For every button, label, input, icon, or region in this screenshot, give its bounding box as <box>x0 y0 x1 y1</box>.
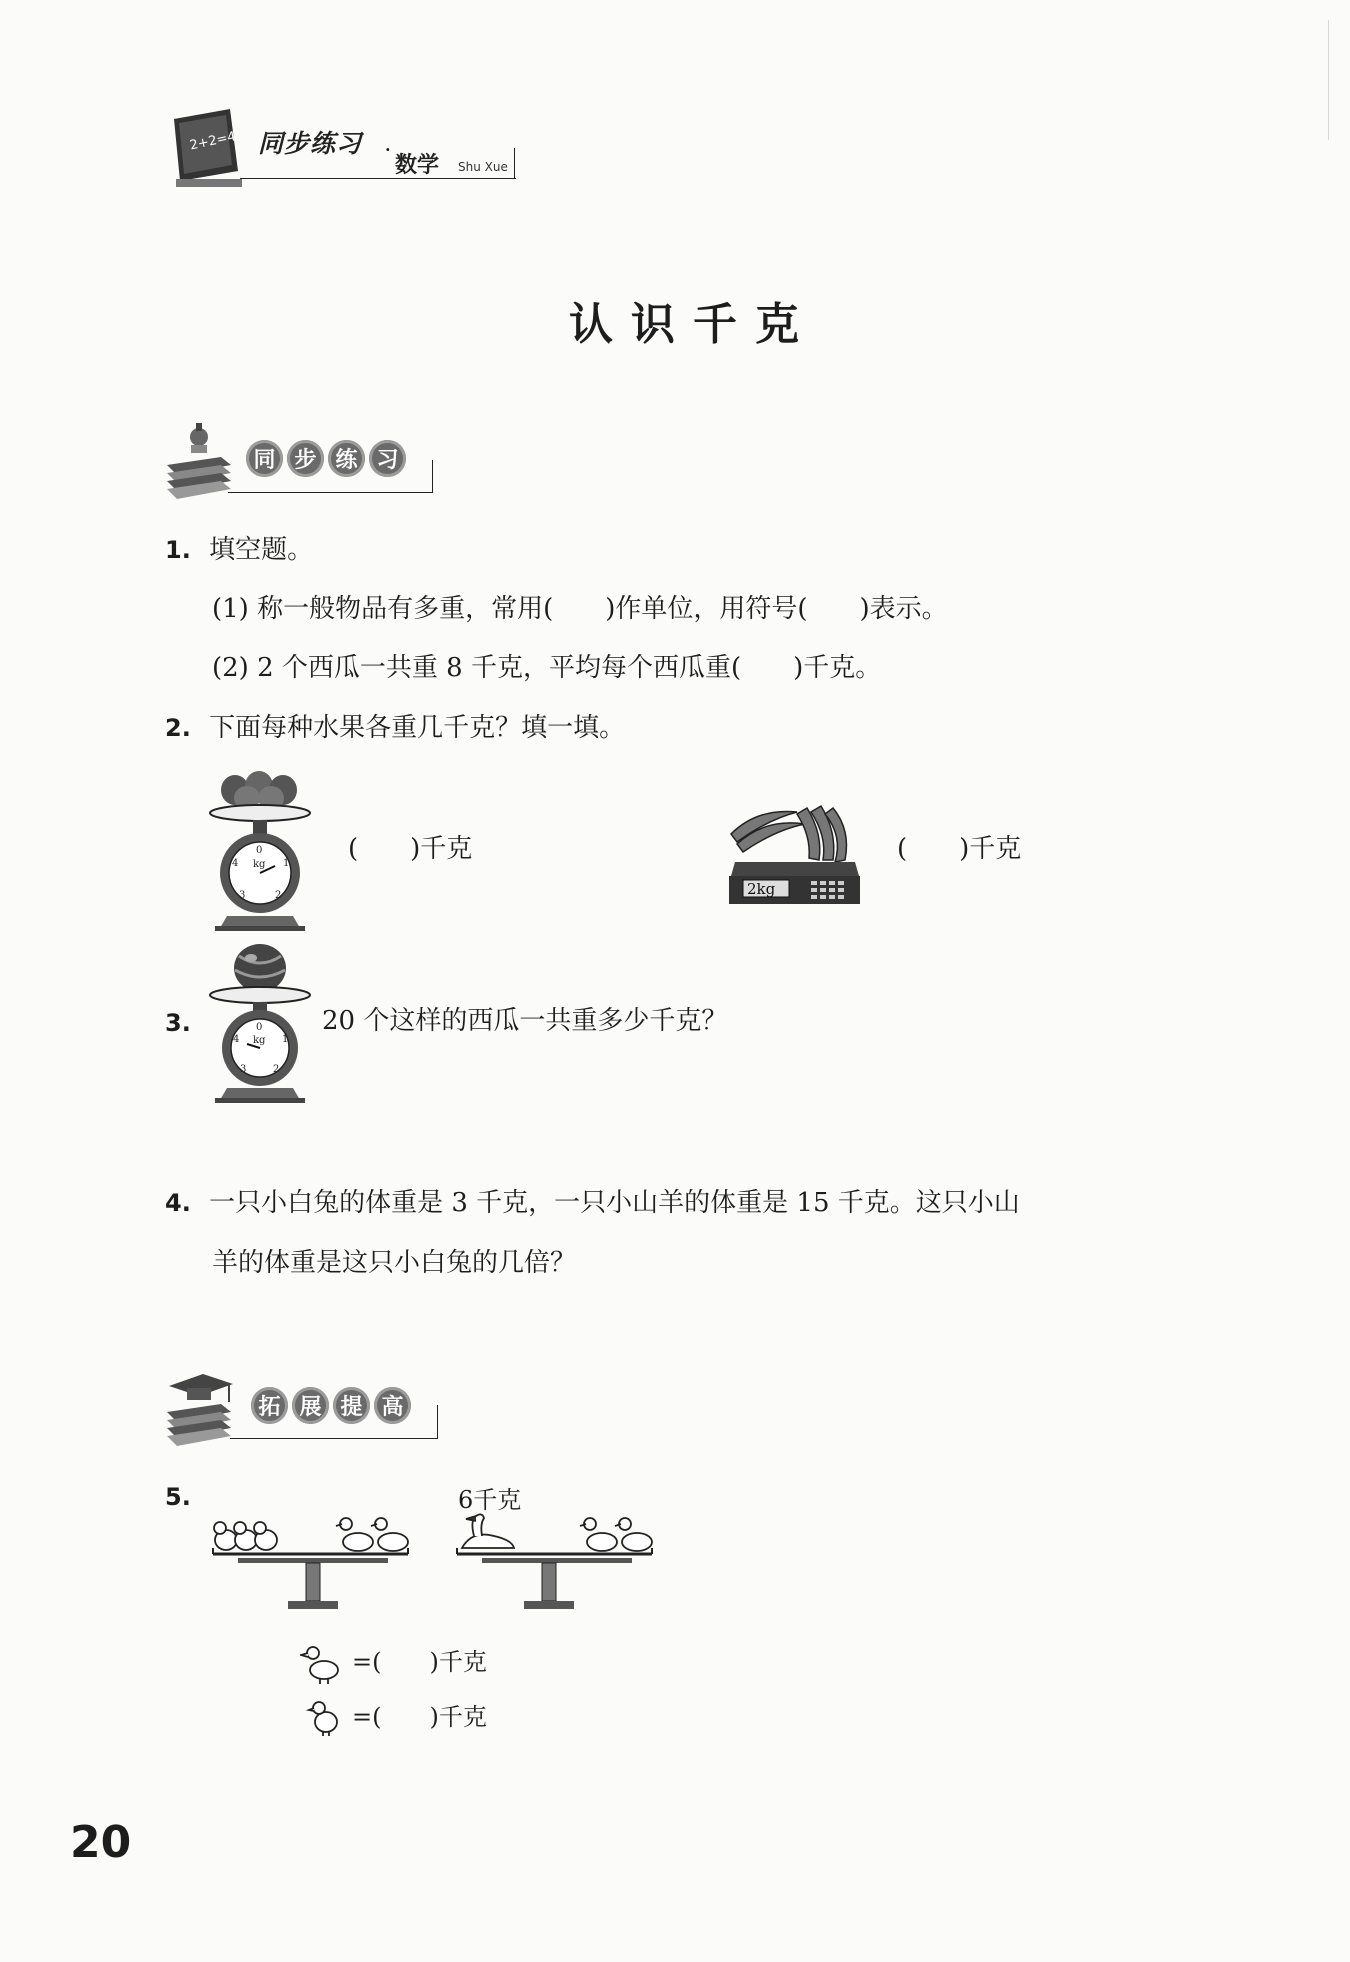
dial-number: 1 <box>282 1034 289 1045</box>
question-3-number <box>165 1010 191 1036</box>
question-number: 1. <box>165 536 191 564</box>
blackboard-text: 2+2=4 <box>188 129 238 154</box>
question-3-text: 20 个这样的西瓜一共重多少千克？ <box>322 1006 728 1036</box>
question-text: 一只小白兔的体重是 3 千克，一只小山羊的体重是 15 千克。这只小山 <box>209 1188 1020 1218</box>
question-number: 2. <box>165 714 191 742</box>
header-underline <box>240 178 516 179</box>
page-number: 20 <box>70 1817 132 1868</box>
dial-unit-label: kg <box>253 859 266 870</box>
books-lamp-icon <box>163 417 235 501</box>
question-1-sub-1: (1) 称一般物品有多重，常用( )作单位，用符号( )表示。 <box>212 594 948 624</box>
question-2 <box>165 715 625 741</box>
section-extension-banner <box>251 1387 411 1424</box>
question-number: 3. <box>165 1009 191 1037</box>
banner-line-end <box>437 1405 438 1439</box>
answer-banana-weight: ( )千克 <box>897 834 1022 864</box>
banner-char: 拓 <box>251 1387 288 1424</box>
answer-duck-weight: =( )千克 <box>352 1648 487 1676</box>
digital-scale-bananas-icon <box>727 796 862 906</box>
dial-scale-watermelon-icon <box>205 940 315 1105</box>
question-number: 4. <box>165 1189 191 1217</box>
banner-char: 展 <box>292 1387 329 1424</box>
dial-number: 0 <box>256 1022 263 1033</box>
banner-char: 步 <box>287 440 324 477</box>
bananas-icon <box>731 806 847 862</box>
dial-number: 2 <box>273 1064 280 1075</box>
question-text: 填空题。 <box>209 535 314 565</box>
banner-char: 练 <box>328 440 365 477</box>
dial-number: 1 <box>283 858 290 869</box>
banner-char: 同 <box>246 440 283 477</box>
header-dot: · <box>385 140 391 159</box>
chicks-icon <box>214 1522 277 1550</box>
scale-display: 2kg <box>747 880 776 898</box>
question-4-line-2: 羊的体重是这只小白兔的几倍？ <box>212 1248 577 1278</box>
goose-weight-label: 6千克 <box>458 1486 522 1514</box>
question-5-number <box>165 1484 191 1510</box>
dial-number: 3 <box>240 1064 247 1075</box>
answer-strawberry-weight: ( )千克 <box>348 834 473 864</box>
ducks-icon <box>336 1518 408 1551</box>
question-1 <box>165 537 313 563</box>
question-4 <box>165 1190 1020 1216</box>
dial-number: 0 <box>256 845 263 856</box>
banner-char: 高 <box>374 1387 411 1424</box>
balance-goose-ducks-icon <box>452 1510 662 1620</box>
watermelon-icon <box>234 944 286 992</box>
banner-underline <box>228 492 433 493</box>
book-title: 同步练习 <box>258 129 363 158</box>
dial-number: 2 <box>275 890 282 901</box>
banner-line-end <box>432 460 433 493</box>
dial-number: 4 <box>233 1034 240 1045</box>
blackboard-icon <box>168 105 248 190</box>
dial-number: 3 <box>239 890 246 901</box>
question-1-sub-2: (2) 2 个西瓜一共重 8 千克，平均每个西瓜重( )千克。 <box>212 653 882 683</box>
subject-pinyin: Shu Xue <box>458 160 508 174</box>
duck-icon <box>300 1640 344 1686</box>
banner-underline <box>230 1438 438 1439</box>
banner-char: 习 <box>369 440 406 477</box>
dial-unit-label: kg <box>253 1035 266 1046</box>
books-graduation-cap-icon <box>163 1364 235 1448</box>
page-edge-line <box>1328 20 1329 140</box>
dial-number: 4 <box>232 858 239 869</box>
page-title: 认识千克 <box>569 299 817 350</box>
chick-icon <box>306 1696 342 1738</box>
header-line-end <box>514 148 515 179</box>
section-sync-practice-banner <box>246 440 406 477</box>
answer-chick-weight: =( )千克 <box>352 1703 487 1731</box>
banner-char: 提 <box>333 1387 370 1424</box>
dial-scale-strawberries-icon <box>205 768 315 933</box>
question-number: 5. <box>165 1483 191 1511</box>
ducks-icon <box>580 1518 652 1551</box>
balance-chicks-ducks-icon <box>208 1510 418 1620</box>
subject-label: 数学 <box>395 153 440 178</box>
question-text: 下面每种水果各重几千克？填一填。 <box>209 713 626 743</box>
goose-icon <box>462 1514 514 1548</box>
